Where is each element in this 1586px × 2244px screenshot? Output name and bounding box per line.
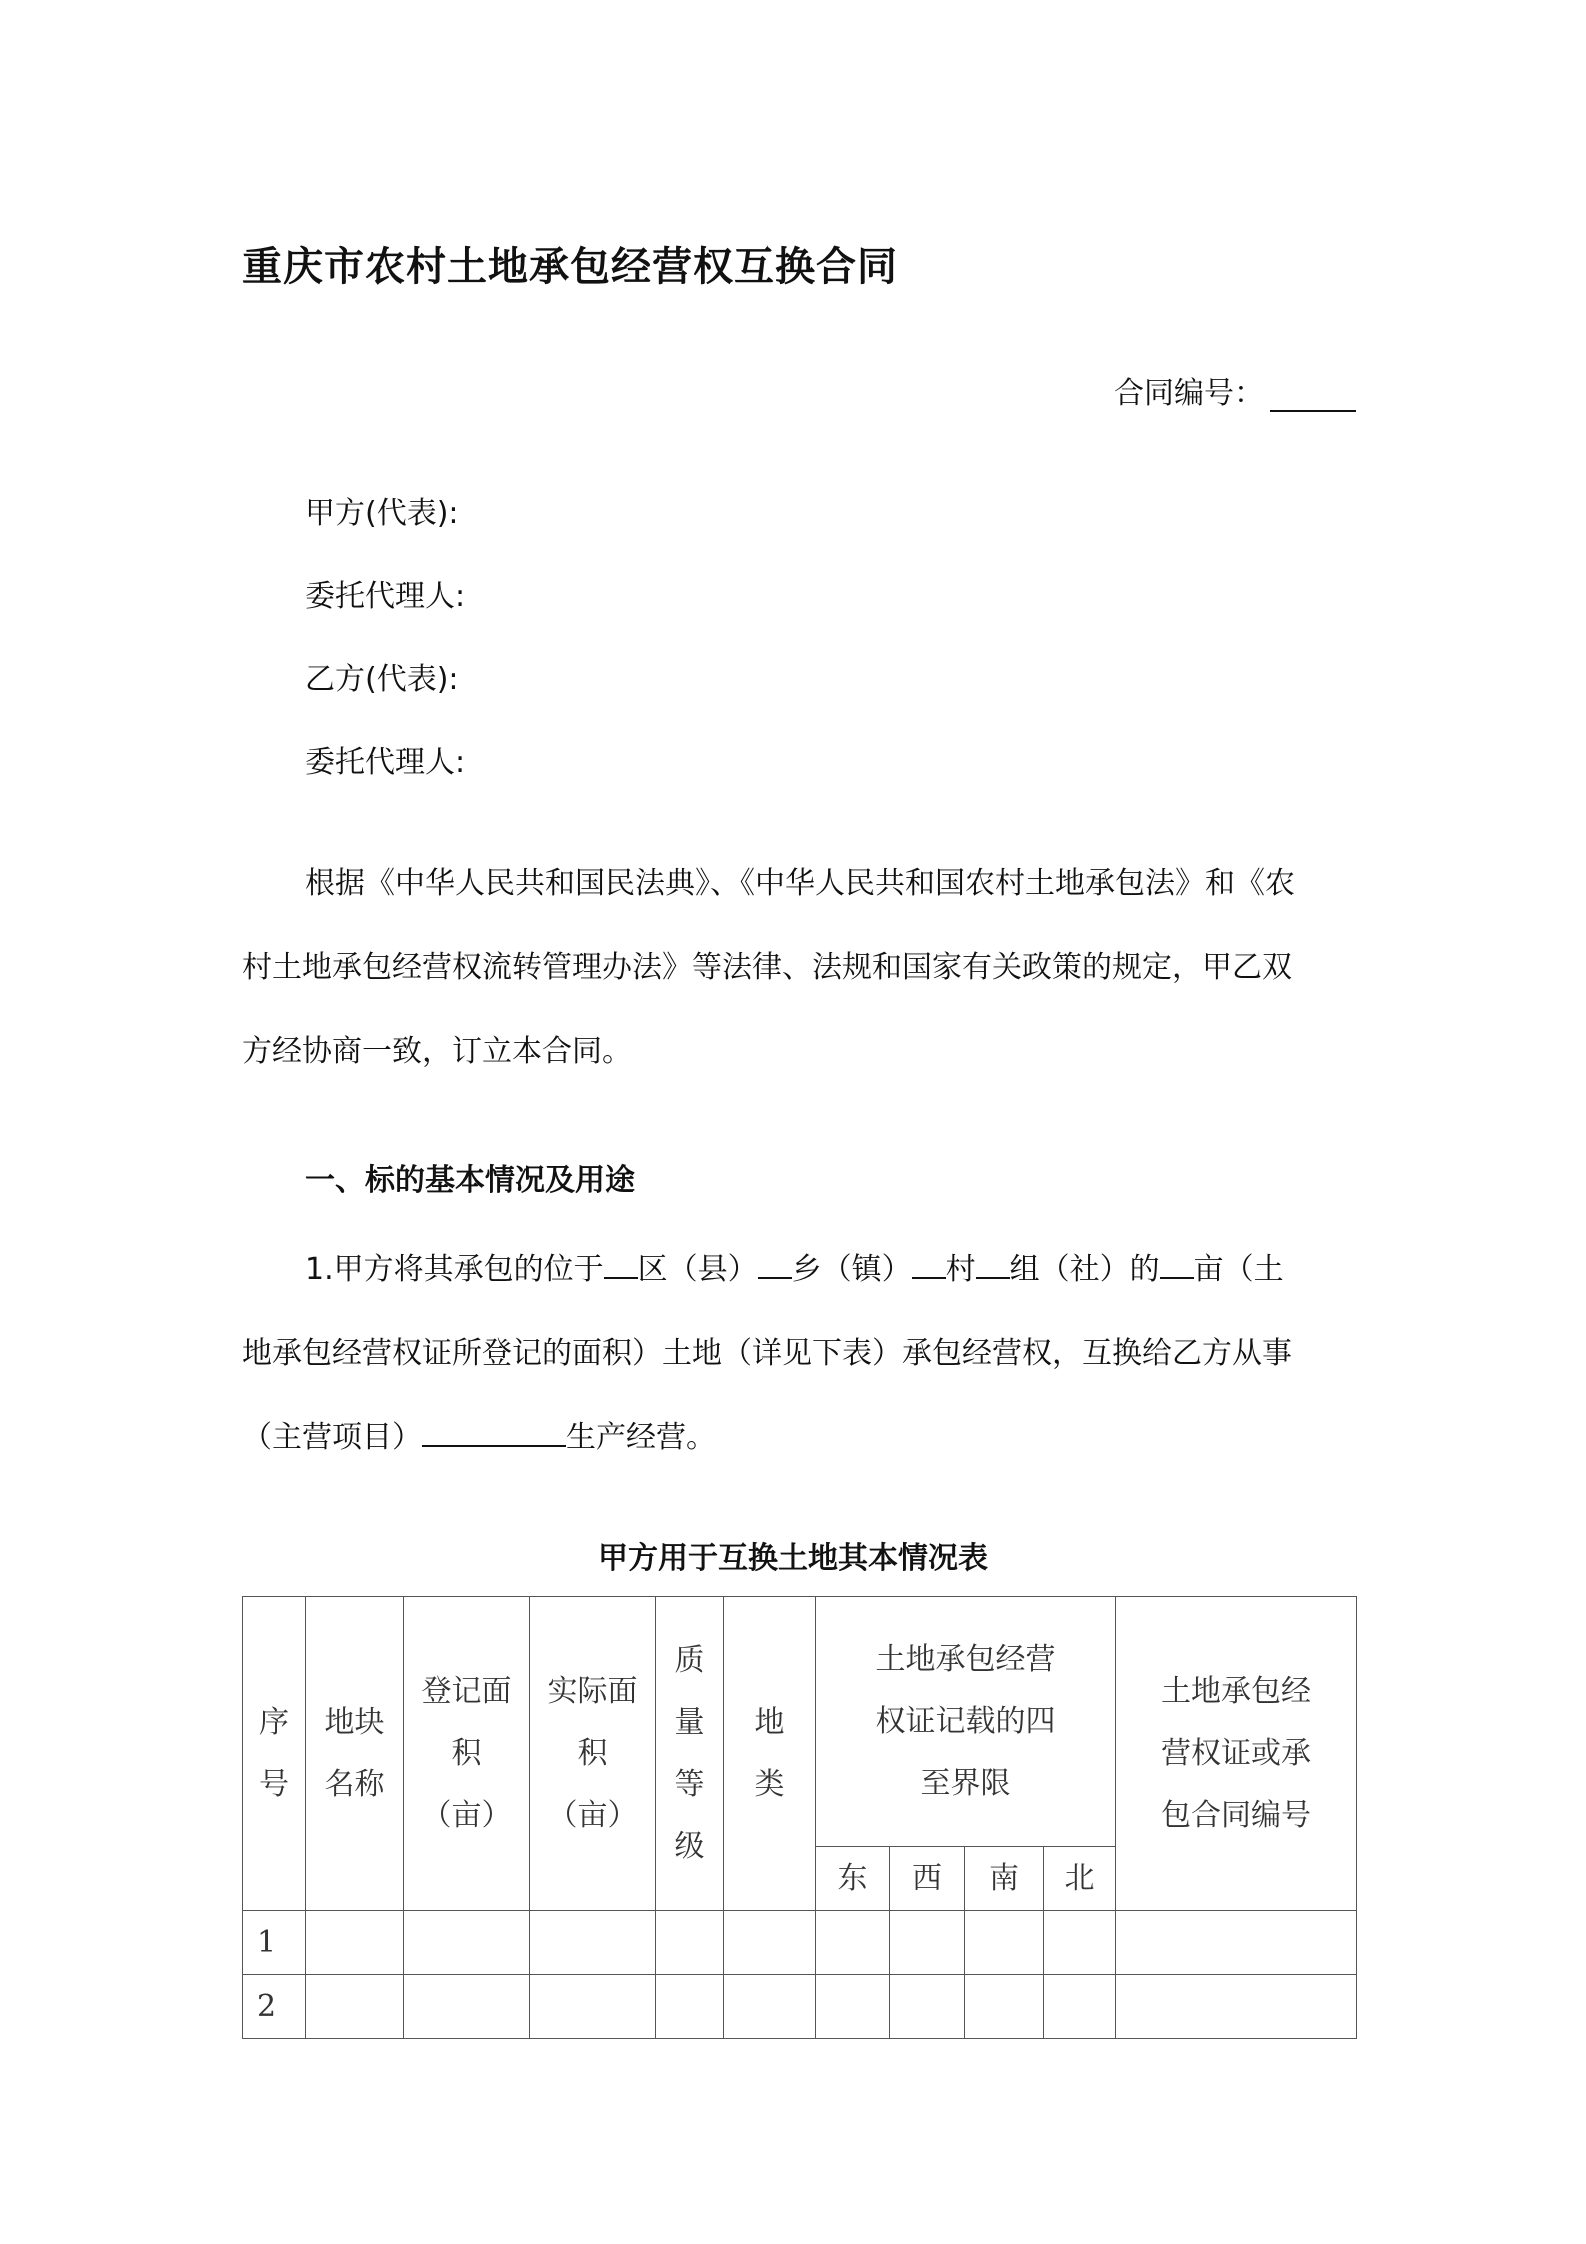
district-blank <box>604 1247 638 1279</box>
header-east: 东 <box>816 1847 890 1911</box>
header-quality: 质量等级 <box>656 1597 724 1911</box>
row-cell <box>724 1975 816 2039</box>
clause-1-paragraph <box>242 1228 1356 1480</box>
clause-1-part-2: 区（县） <box>637 1252 758 1287</box>
clause-1-part-4: 村 <box>945 1252 976 1287</box>
row-cell <box>1116 1911 1357 1975</box>
clause-1-part-1: 1.甲方将其承包的位于 <box>305 1252 604 1287</box>
header-boundaries: 土地承包经营权证记载的四至界限 <box>816 1597 1116 1847</box>
header-registered-area: 登记面积（亩） <box>404 1597 530 1911</box>
row-cell <box>965 1911 1044 1975</box>
row-seq: 1 <box>243 1911 306 1975</box>
row-cell <box>404 1911 530 1975</box>
document-title: 重庆市农村土地承包经营权互换合同 <box>242 244 898 290</box>
row-cell <box>656 1975 724 2039</box>
party-b-label: 乙方(代表): <box>305 662 459 697</box>
row-cell <box>404 1975 530 2039</box>
table-row <box>243 1975 1357 2039</box>
preamble-line-1: 根据《中华人民共和国民法典》、《中华人民共和国农村土地承包法》和《农 <box>305 866 1295 901</box>
clause-1-part-6: 亩（土 <box>1193 1252 1284 1287</box>
row-cell <box>1044 1911 1116 1975</box>
table-title: 甲方用于互换土地其本情况表 <box>598 1541 988 1576</box>
clause-1-part-5: 组（社）的 <box>1009 1252 1160 1287</box>
row-cell <box>1116 1975 1357 2039</box>
header-south: 南 <box>965 1847 1044 1911</box>
row-cell <box>306 1911 404 1975</box>
row-cell <box>530 1911 656 1975</box>
clause-1-part-3: 乡（镇） <box>791 1252 912 1287</box>
group-blank <box>976 1247 1010 1279</box>
row-cell <box>816 1975 890 2039</box>
contract-number-label: 合同编号： <box>1114 376 1264 411</box>
clause-1-line-3b: 生产经营。 <box>566 1420 716 1455</box>
contract-number <box>1114 368 1356 412</box>
land-info-table <box>242 1596 1357 2039</box>
header-land-type: 地类 <box>724 1597 816 1911</box>
header-cert-no: 土地承包经营权证或承包合同编号 <box>1116 1597 1357 1911</box>
clause-1-line-2: 地承包经营权证所登记的面积）土地（详见下表）承包经营权，互换给乙方从事 <box>242 1336 1292 1371</box>
preamble-line-3: 方经协商一致，订立本合同。 <box>242 1034 632 1069</box>
row-cell <box>530 1975 656 2039</box>
row-cell <box>724 1911 816 1975</box>
area-blank <box>1160 1247 1194 1279</box>
row-cell <box>890 1975 965 2039</box>
row-cell <box>816 1911 890 1975</box>
header-west: 西 <box>890 1847 965 1911</box>
contract-number-blank <box>1270 372 1356 412</box>
header-actual-area: 实际面积（亩） <box>530 1597 656 1911</box>
agent-b-label: 委托代理人: <box>305 745 466 780</box>
row-cell <box>656 1911 724 1975</box>
row-cell <box>306 1975 404 2039</box>
header-plot-name: 地块名称 <box>306 1597 404 1911</box>
village-blank <box>912 1247 946 1279</box>
row-cell <box>1044 1975 1116 2039</box>
header-seq: 序号 <box>243 1597 306 1911</box>
main-project-blank <box>422 1415 566 1447</box>
clause-1-line-3a: （主营项目） <box>242 1420 422 1455</box>
row-seq: 2 <box>243 1975 306 2039</box>
preamble-paragraph <box>242 842 1356 1094</box>
preamble-line-2: 村土地承包经营权流转管理办法》等法律、法规和国家有关政策的规定，甲乙双 <box>242 950 1292 985</box>
table-header-row <box>243 1597 1357 1847</box>
section-1-heading: 一、标的基本情况及用途 <box>305 1163 635 1198</box>
header-north: 北 <box>1044 1847 1116 1911</box>
row-cell <box>965 1975 1044 2039</box>
table-row <box>243 1911 1357 1975</box>
party-a-label: 甲方(代表): <box>305 496 459 531</box>
township-blank <box>758 1247 792 1279</box>
agent-a-label: 委托代理人: <box>305 579 466 614</box>
row-cell <box>890 1911 965 1975</box>
